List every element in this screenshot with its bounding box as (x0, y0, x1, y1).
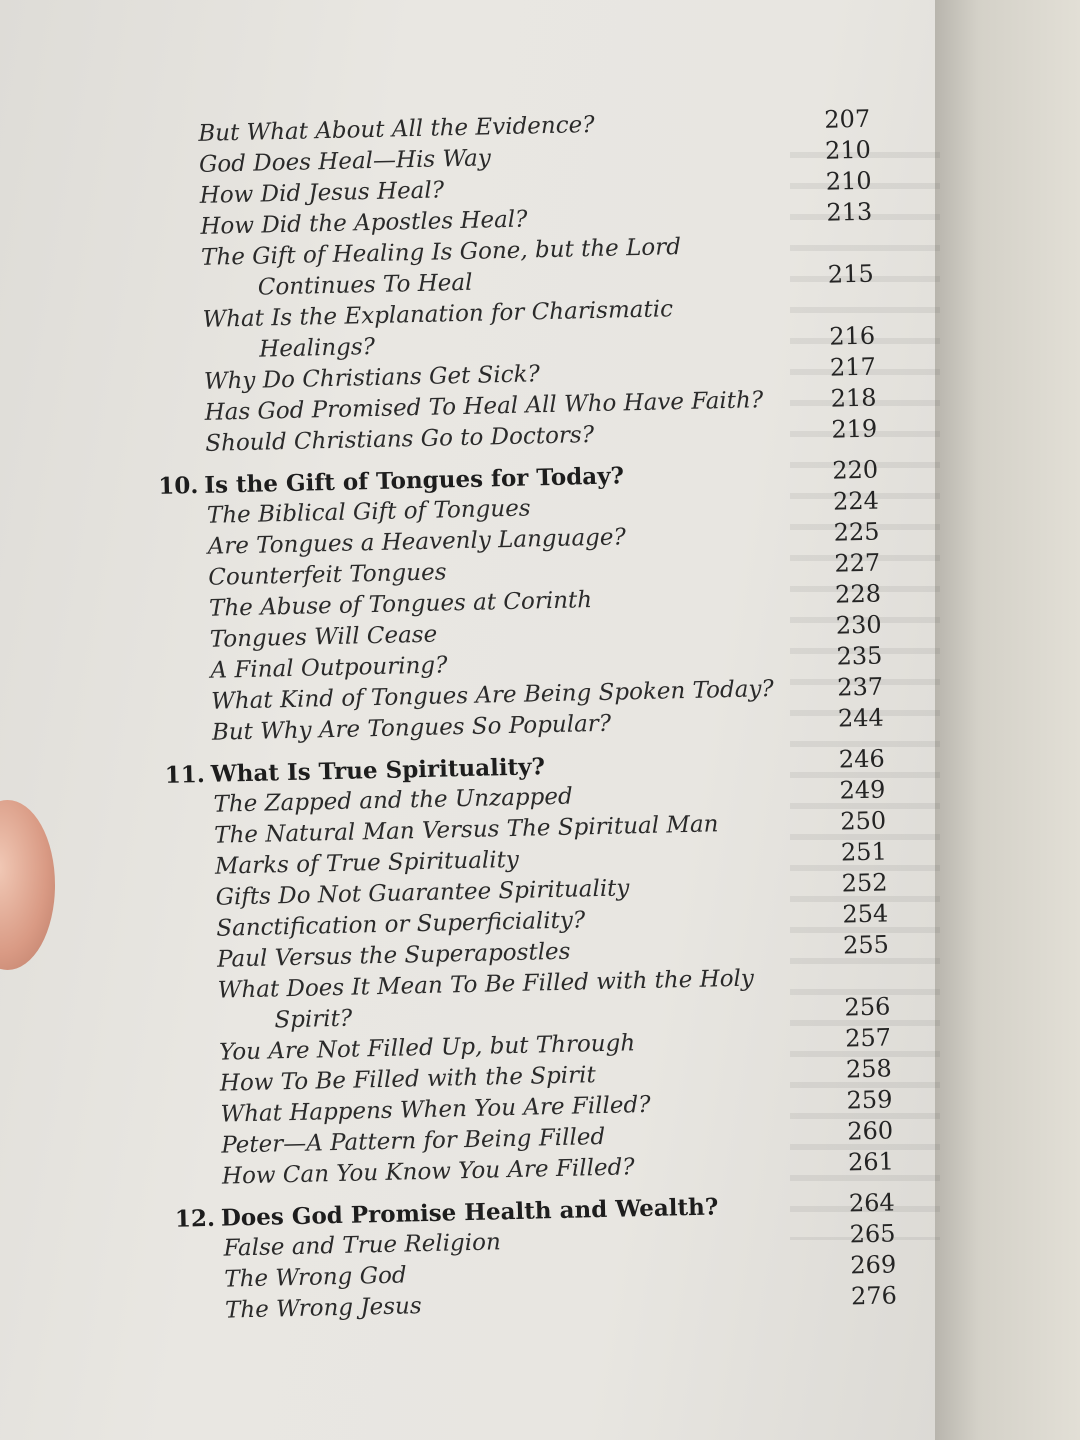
title-text: Should Christians Go to Doctors? (205, 422, 595, 457)
page-number: 265 (849, 1219, 896, 1249)
title-text: How To Be Filled with the Spirit (219, 1062, 597, 1097)
page-number: 216 (828, 321, 876, 351)
title-text: You Are Not Filled Up, but Through (218, 1030, 636, 1066)
title-continuation: Spirit? (274, 1005, 353, 1034)
page-number: 264 (848, 1188, 896, 1218)
page-number: 269 (850, 1250, 897, 1280)
page-number: 252 (841, 868, 888, 898)
title-text: But Why Are Tongues So Popular? (211, 710, 612, 746)
title-text: The Biblical Gift of Tongues (206, 495, 531, 529)
title-text: What Does It Mean To Be Filled with the Holy (217, 965, 755, 1004)
title-text: Why Do Christians Get Sick? (203, 361, 541, 395)
page-number: 256 (844, 992, 891, 1022)
page-number: 260 (846, 1116, 894, 1146)
title-text: Counterfeit Tongues (208, 559, 447, 591)
page-number: 210 (825, 166, 872, 196)
title-text: How Did the Apostles Heal? (200, 206, 528, 240)
title-text: What Is the Explanation for Charismatic (202, 296, 674, 333)
page-number: 219 (831, 414, 878, 444)
title-text: A Final Outpouring? (210, 652, 448, 684)
title-text: Marks of True Spirituality (214, 846, 520, 880)
title-text: How Can You Know You Are Filled? (221, 1154, 635, 1190)
title-text: The Gift of Healing Is Gone, but the Lord (200, 233, 682, 271)
title-text: Gifts Do Not Guarantee Spirituality (215, 875, 630, 911)
title-continuation: Continues To Heal (257, 269, 473, 301)
title-text: What Happens When You Are Filled? (220, 1091, 651, 1128)
title-text: The Abuse of Tongues at Corinth (208, 587, 593, 622)
title-text: But What About All the Evidence? (198, 111, 595, 147)
page-number: 218 (830, 383, 877, 413)
title-text: The Zapped and the Unzapped (213, 783, 573, 818)
title-text: Is the Gift of Tongues for Today? (203, 462, 625, 499)
title-text: Does God Promise Health and Wealth? (220, 1193, 719, 1232)
title-text: What Is True Spirituality? (210, 753, 546, 788)
page-number: 235 (836, 641, 883, 671)
page-number: 237 (836, 672, 884, 702)
page-number: 225 (833, 517, 880, 547)
facing-page-edge (935, 0, 1080, 1440)
chapter-number: 12. (174, 1204, 216, 1233)
page-number: 261 (847, 1147, 895, 1177)
page-number: 227 (834, 548, 881, 578)
page-number: 258 (845, 1054, 893, 1084)
page-number: 257 (844, 1023, 892, 1053)
title-text: God Does Heal—His Way (198, 145, 492, 178)
page-number: 249 (839, 775, 886, 805)
title-continuation: Healings? (258, 333, 376, 363)
page-number: 250 (839, 806, 887, 836)
page-number: 228 (834, 579, 882, 609)
title-text: The Natural Man Versus The Spiritual Man (213, 811, 719, 849)
title-text: Peter—A Pattern for Being Filled (220, 1123, 606, 1159)
chapter-number: 10. (158, 472, 199, 500)
title-text: Tongues Will Cease (209, 621, 438, 653)
title-text: What Kind of Tongues Are Being Spoken Today? (210, 675, 775, 715)
page-number: 255 (842, 930, 890, 960)
page-number: 230 (835, 610, 882, 640)
title-text: Sanctification or Superficiality? (216, 907, 586, 942)
title-text: The Wrong Jesus (224, 1293, 422, 1324)
page-number: 246 (838, 744, 885, 774)
title-text: How Did Jesus Heal? (199, 177, 445, 209)
page-number: 210 (824, 135, 872, 165)
page-number: 207 (824, 104, 871, 134)
title-text: Has God Promised To Heal All Who Have Faith? (204, 387, 764, 426)
page-number: 217 (829, 352, 877, 382)
title-text: The Wrong God (224, 1262, 407, 1293)
page-number: 254 (842, 899, 889, 929)
page-number: 224 (832, 486, 880, 516)
title-text: False and True Religion (223, 1229, 502, 1262)
page-number: 276 (850, 1281, 898, 1311)
page-number: 220 (831, 455, 879, 485)
page-number: 251 (840, 837, 888, 867)
title-text: Paul Versus the Superapostles (216, 938, 571, 973)
page-number: 259 (846, 1085, 893, 1115)
title-text: Are Tongues a Heavenly Language? (207, 524, 627, 560)
page-number: 213 (826, 197, 873, 227)
page-number: 215 (827, 259, 874, 289)
table-of-contents (150, 104, 897, 1328)
chapter-number: 11. (164, 760, 206, 789)
page-number: 244 (837, 703, 885, 733)
